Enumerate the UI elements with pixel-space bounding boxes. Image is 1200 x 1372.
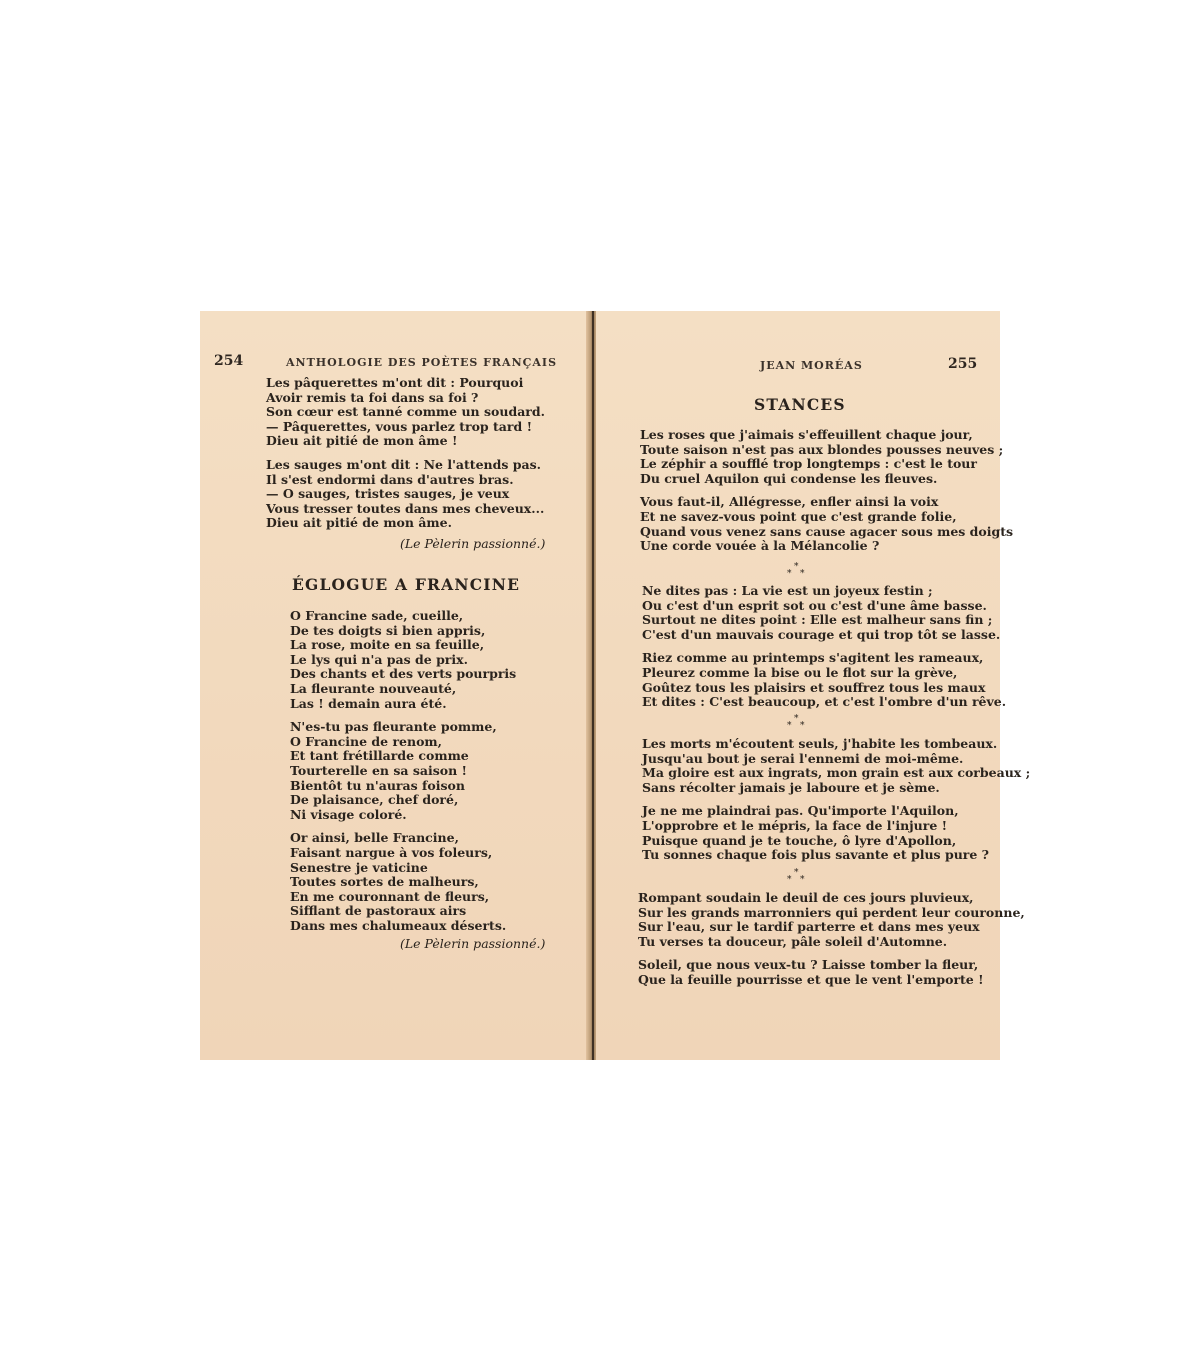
asterism-divider: * * * [787,868,805,885]
verse-line: — O sauges, tristes sauges, je veux [266,486,510,502]
verse-line: Vous tresser toutes dans mes cheveux... [266,500,545,516]
verse-line: Les pâquerettes m'ont dit : Pourquoi [266,375,524,390]
stances-section-1 [640,428,1013,554]
verse-line: Bientôt tu n'auras foison [290,777,465,793]
verse-line: Tu sonnes chaque fois plus savante et plus pure ? [642,847,989,863]
open-book [200,311,1031,1060]
verse-line: Jusqu'au bout je serai l'ennemi de moi-même. [642,750,964,766]
verse-line: Faisant nargue à vos foleurs, [290,844,493,860]
verse-line: Les roses que j'aimais s'effeuillent chaque jour, [640,427,973,442]
verse-line: Sifflant de pastoraux airs [290,903,467,919]
verse-line: Dieu ait pitié de mon âme ! [266,433,458,449]
verse-line: Senestre je vaticine [290,859,428,875]
verse-line: Et tant frétillarde comme [290,748,469,764]
verse-line: Et dites : C'est beaucoup, et c'est l'ombre d'un rêve. [642,694,1007,710]
verse-line: Il s'est endormi dans d'autres bras. [266,471,514,487]
verse-line: Puisque quand je te touche, ô lyre d'Apollon, [642,832,957,848]
poem-title-stances: STANCES [754,395,846,414]
asterism-divider: * * * [787,562,805,579]
stances-section-2 [642,584,1006,710]
verse-line: Je ne me plaindrai pas. Qu'importe l'Aquilon, [642,803,959,819]
verse-line: L'opprobre et le mépris, la face de l'injure ! [642,817,948,833]
verse-line: Ne dites pas : La vie est un joyeux festin ; [642,583,933,598]
verse-line: Le lys qui n'a pas de prix. [290,651,468,667]
verse-line: Pleurez comme la bise ou le flot sur la grève, [642,664,958,680]
page-number-left: 254 [214,353,244,369]
source-attribution: (Le Pèlerin passionné.) [400,536,546,551]
verse-line: Las ! demain aura été. [290,695,447,711]
verse-line: O Francine sade, cueille, [290,608,464,623]
verse-line: De plaisance, chef doré, [290,792,459,808]
running-head-left: ANTHOLOGIE DES POÈTES FRANÇAIS [286,356,558,369]
verse-line: Dans mes chalumeaux déserts. [290,917,507,933]
verse-line: Du cruel Aquilon qui condense les fleuves. [640,470,938,486]
verse-line: Une corde vouée à la Mélancolie ? [640,538,880,554]
verse-line: Surtout ne dites point : Elle est malheur sans fin ; [642,612,993,628]
verse-line: — Pâquerettes, vous parlez trop tard ! [266,418,533,434]
verse-line: C'est d'un mauvais courage et qui trop tôt se lasse. [642,626,1001,642]
poem-eglogue [290,609,516,933]
verse-line: Tourterelle en sa saison ! [290,762,468,778]
verse-line: Les morts m'écoutent seuls, j'habite les tombeaux. [642,736,998,751]
verse-line: Soleil, que nous veux-tu ? Laisse tomber la fleur, [638,957,979,973]
verse-line: Les sauges m'ont dit : Ne l'attends pas. [266,456,541,472]
poem-paquerettes [266,376,545,531]
verse-line: La rose, moite en sa feuille, [290,637,485,653]
verse-line: Des chants et des verts pourpris [290,666,517,682]
verse-line: Goûtez tous les plaisirs et souffrez tous les maux [642,679,986,695]
verse-line: En me couronnant de fleurs, [290,888,490,904]
page-number-right: 255 [948,356,978,372]
verse-line: Le zéphir a soufflé trop longtemps : c'est le tour [640,456,977,472]
verse-line: Son cœur est tanné comme un soudard. [266,404,545,420]
verse-line: Ma gloire est aux ingrats, mon grain est aux corbeaux ; [642,765,1031,781]
verse-line: Ni visage coloré. [290,806,407,822]
verse-line: Sur les grands marronniers qui perdent leur couronne, [638,904,1025,920]
verse-line: Avoir remis ta foi dans sa foi ? [266,389,479,405]
verse-line: Toutes sortes de malheurs, [290,874,479,890]
verse-line: Vous faut-il, Allégresse, enfler ainsi la voix [640,494,939,510]
verse-line: Dieu ait pitié de mon âme. [266,515,452,531]
running-head-right: JEAN MORÉAS [760,359,863,372]
right-page [596,311,1031,1060]
verse-line: O Francine de renom, [290,733,443,749]
stances-section-4 [638,891,1025,988]
verse-line: Sans récolter jamais je laboure et je sème. [642,779,940,795]
poem-title-eglogue: ÉGLOGUE A FRANCINE [292,575,521,594]
verse-line: Sur l'eau, sur le tardif parterre et dans mes yeux [638,919,980,935]
verse-line: Riez comme au printemps s'agitent les rameaux, [642,650,984,666]
verse-line: Que la feuille pourrisse et que le vent l'emporte ! [638,971,984,987]
stances-section-3 [642,737,1030,863]
left-page [200,311,590,1060]
verse-line: Or ainsi, belle Francine, [290,830,459,846]
verse-line: Et ne savez-vous point que c'est grande folie, [640,508,957,524]
source-attribution: (Le Pèlerin passionné.) [400,936,546,951]
verse-line: La fleurante nouveauté, [290,680,457,696]
verse-line: De tes doigts si bien appris, [290,622,486,638]
verse-line: Quand vous venez sans cause agacer sous mes doigts [640,523,1014,539]
verse-line: Tu verses ta douceur, pâle soleil d'Automne. [638,933,948,949]
asterism-divider: * * * [787,714,805,731]
verse-line: Toute saison n'est pas aux blondes pousses neuves ; [640,441,1004,457]
verse-line: N'es-tu pas fleurante pomme, [290,719,497,735]
verse-line: Rompant soudain le deuil de ces jours pluvieux, [638,890,974,905]
verse-line: Ou c'est d'un esprit sot ou c'est d'une âme basse. [642,597,987,613]
